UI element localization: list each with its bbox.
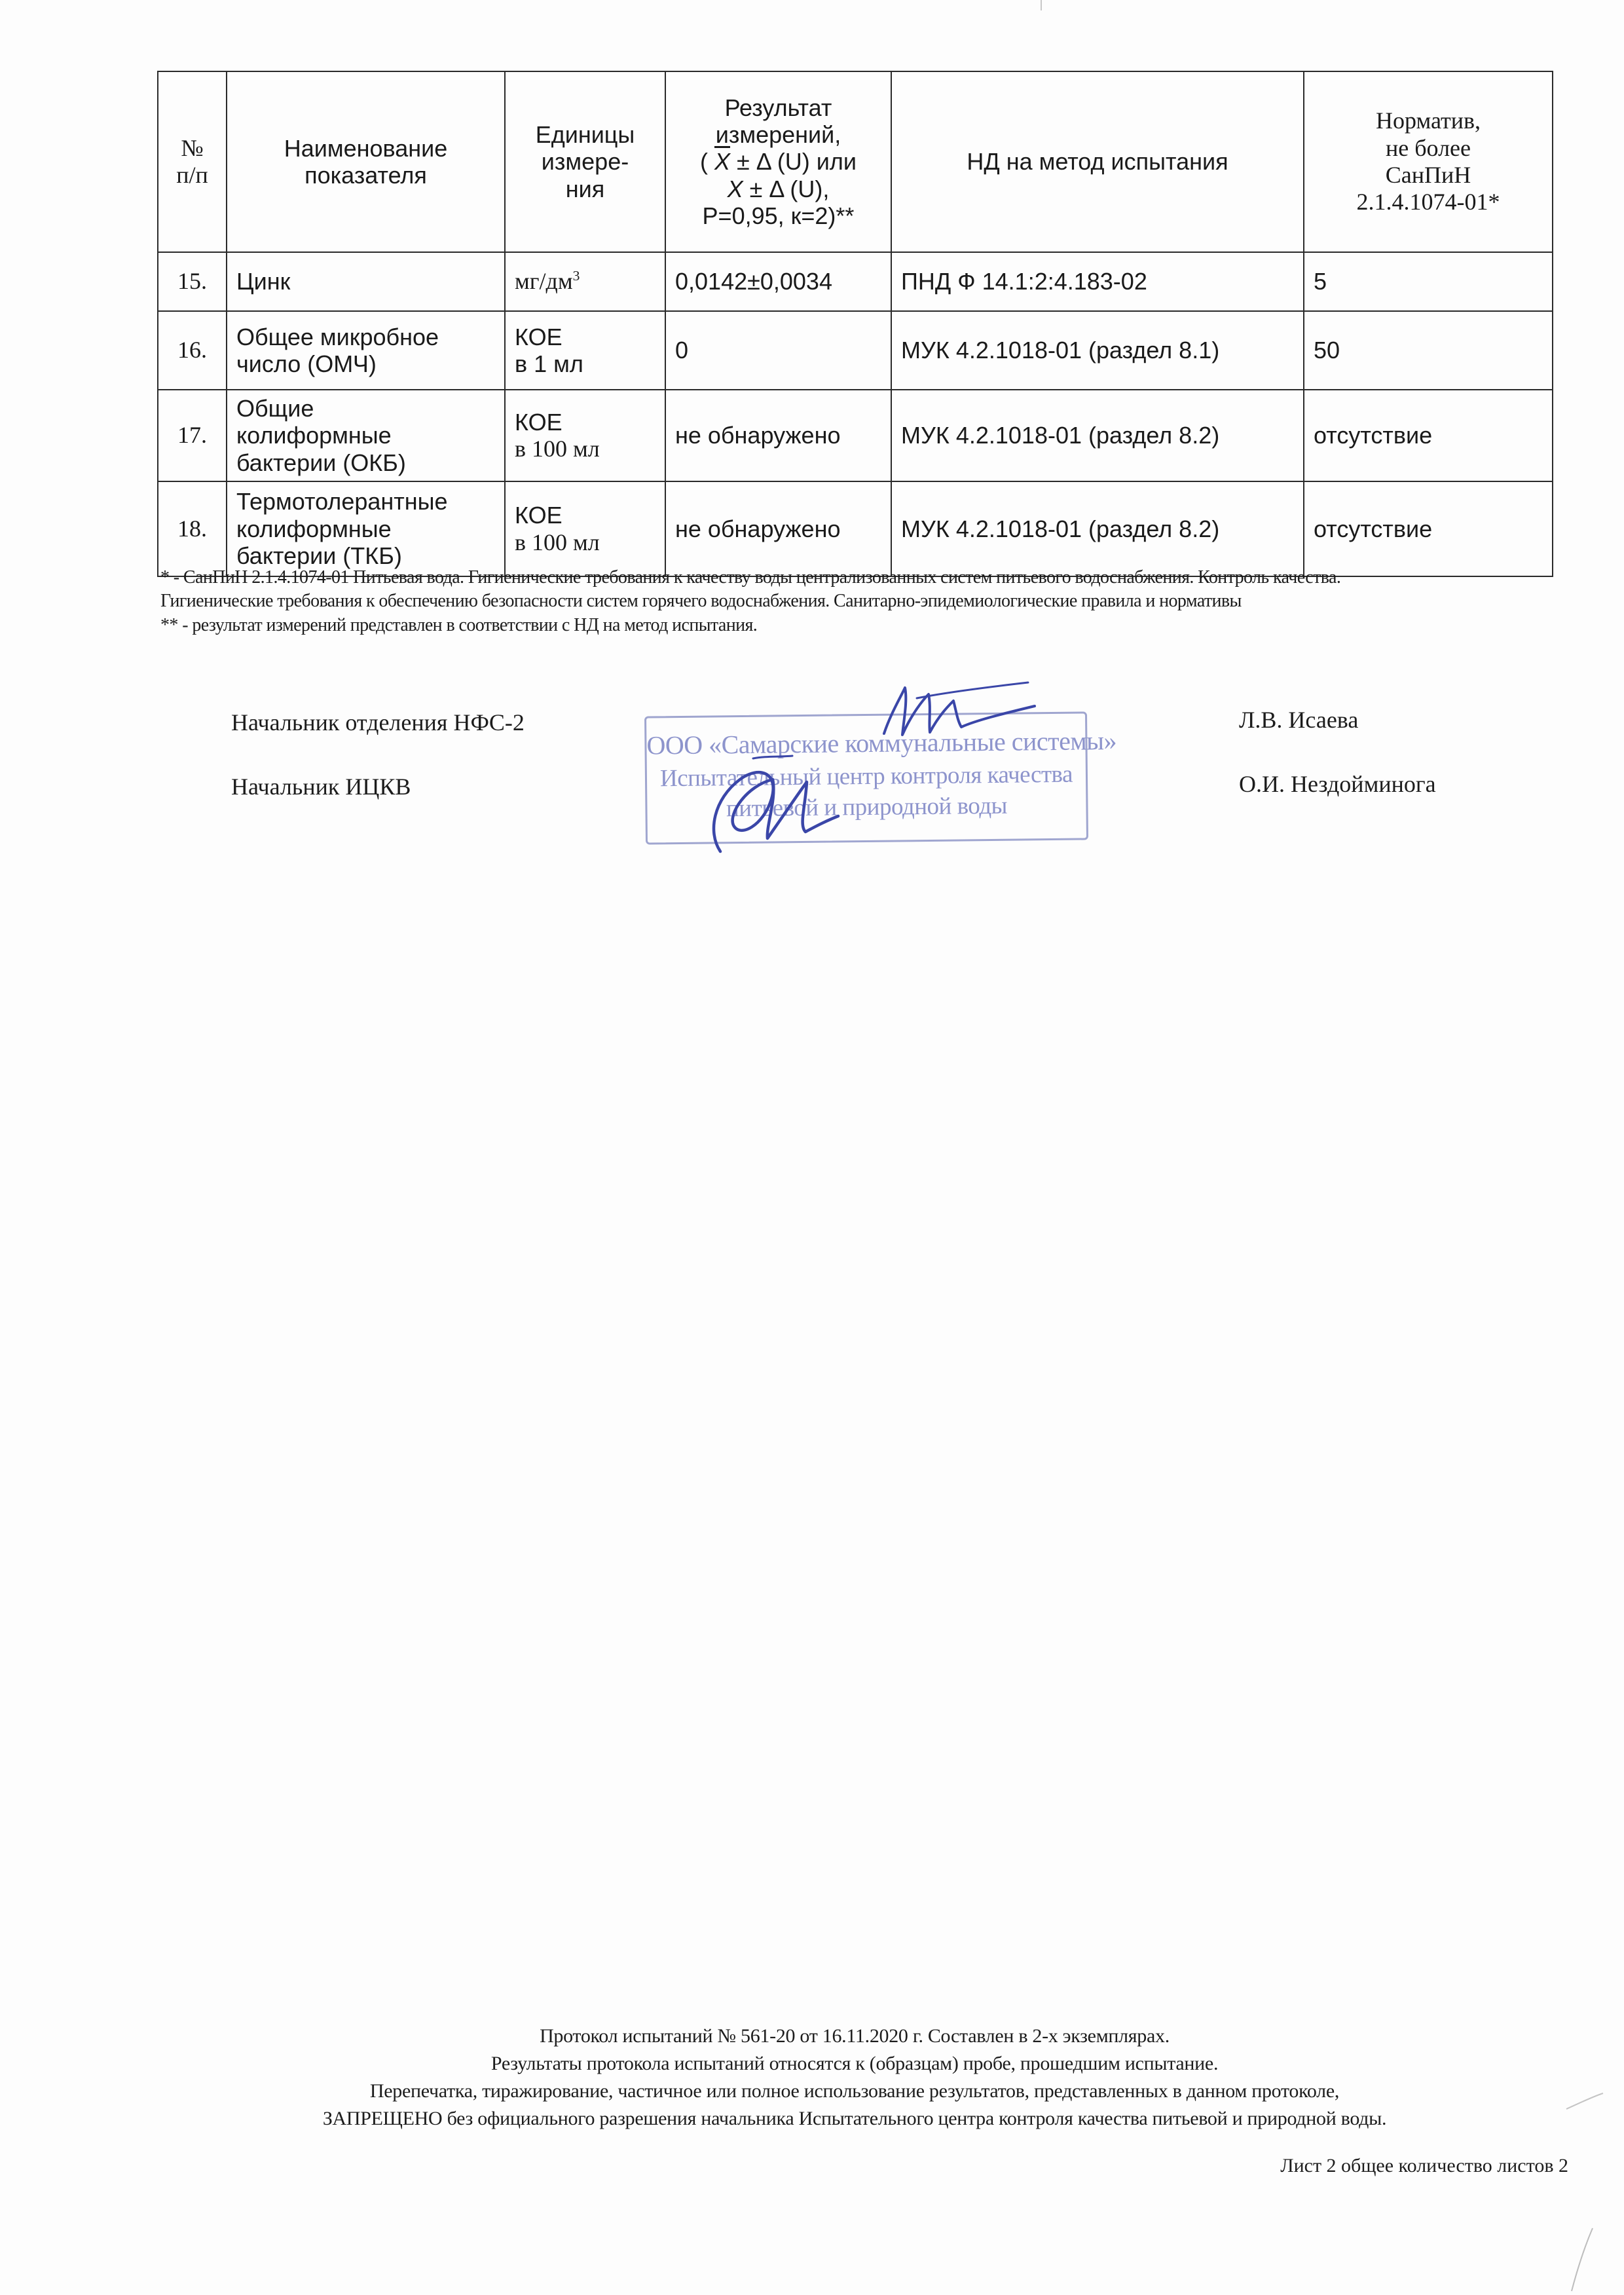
sheet-info: Лист 2 общее количество листов 2 xyxy=(1280,2155,1568,2176)
footnote-result: ** - результат измерений представлен в соответствии с НД на метод испытания. xyxy=(160,614,758,635)
protocol-prohibited-line: ЗАПРЕЩЕНО без официального разрешения начальника Испытательного центра контроля качества питьевой и природной воды. xyxy=(322,2108,1387,2129)
signature-2 xyxy=(694,753,845,858)
signature-1 xyxy=(871,675,1048,747)
scan-artifact xyxy=(1038,0,1044,13)
row-number: 18. xyxy=(158,481,227,576)
results-table xyxy=(157,71,1553,577)
organization-stamp: ООО «Самарские коммунальные системы» Испытательный центр контроля качества питьевой и природной воды xyxy=(644,711,1088,844)
row-unit: $мг/дм^3$ xyxy=(505,252,665,311)
row-number: 16. xyxy=(158,311,227,390)
row-norm: отсутствие xyxy=(1304,390,1553,481)
scan-artifact xyxy=(1559,2227,1598,2292)
signature-title-1: Начальник отделения НФС-2 xyxy=(231,709,525,736)
protocol-number-line: Протокол испытаний № 561-20 от 16.11.2020 г. Составлен в 2-х экземплярах. xyxy=(540,2025,1170,2047)
row-norm: отсутствие xyxy=(1304,481,1553,576)
row-result: 0 xyxy=(665,311,891,390)
table-row xyxy=(158,252,1553,311)
row-method: МУК 4.2.1018-01 (раздел 8.2) xyxy=(891,390,1304,481)
row-number: 15. xyxy=(158,252,227,311)
table-header-row xyxy=(158,71,1553,252)
row-method: МУК 4.2.1018-01 (раздел 8.2) xyxy=(891,481,1304,576)
table-row xyxy=(158,311,1553,390)
result-formula-1: ( $\overline{X} \pm \Delta$ (U) или xyxy=(699,148,857,176)
row-indicator-name: Цинк xyxy=(227,252,505,311)
protocol-reprint-line: Перепечатка, тиражирование, частичное или полное использование результатов, представленных в данном протоколе, xyxy=(369,2080,1340,2102)
row-indicator-name: Термотолерантные колиформные бактерии (ТКБ) xyxy=(227,481,505,576)
row-number: 17. xyxy=(158,390,227,481)
row-unit: КОЕ в 100 мл xyxy=(505,481,665,576)
protocol-notes xyxy=(157,2023,1552,2133)
row-unit: КОЕ в 100 мл xyxy=(505,390,665,481)
scan-artifact xyxy=(1565,2089,1604,2116)
header-method: НД на метод испытания xyxy=(891,71,1304,252)
header-indicator-name: Наименование показателя xyxy=(227,71,505,252)
row-method: МУК 4.2.1018-01 (раздел 8.1) xyxy=(891,311,1304,390)
header-number: № п/п xyxy=(158,71,227,252)
signature-name-2: О.И. Нездойминога xyxy=(1239,771,1436,797)
row-result: не обнаружено xyxy=(665,481,891,576)
row-indicator-name: Общие колиформные бактерии (ОКБ) xyxy=(227,390,505,481)
row-norm: 50 xyxy=(1304,311,1553,390)
footnote-sanpin-cont: Гигиенические требования к обеспечению безопасности систем горячего водоснабжения. Санитарно-эпидемиологические правила и нормативы xyxy=(160,591,1242,612)
row-unit: КОЕ в 1 мл xyxy=(505,311,665,390)
row-norm: 5 xyxy=(1304,252,1553,311)
row-result: 0,0142±0,0034 xyxy=(665,252,891,311)
table-row xyxy=(158,390,1553,481)
signature-name-1: Л.В. Исаева xyxy=(1239,707,1359,733)
footnote-sanpin: * - СанПиН 2.1.4.1074-01 Питьевая вода. Гигиенические требования к качеству воды централизованных систем питьевого водоснабжения. Контроль качества. xyxy=(160,567,1341,588)
header-result: Результат измерений, ( $\overline{X} \pm \Delta$ (U) или X ± Δ (U), P=0,95, к=2)** xyxy=(665,71,891,252)
row-result: не обнаружено xyxy=(665,390,891,481)
header-units: Единицы измере- ния xyxy=(505,71,665,252)
header-norm: Норматив, не более СанПиН 2.1.4.1074-01* xyxy=(1304,71,1553,252)
row-method: ПНД Ф 14.1:2:4.183-02 xyxy=(891,252,1304,311)
footnotes xyxy=(160,566,1568,637)
row-indicator-name: Общее микробное число (ОМЧ) xyxy=(227,311,505,390)
protocol-scope-line: Результаты протокола испытаний относятся к (образцам) пробе, прошедшим испытание. xyxy=(490,2053,1219,2074)
table-row xyxy=(158,481,1553,576)
result-formula-2: X ± Δ (U), xyxy=(727,175,830,202)
signature-title-2: Начальник ИЦКВ xyxy=(231,774,411,800)
